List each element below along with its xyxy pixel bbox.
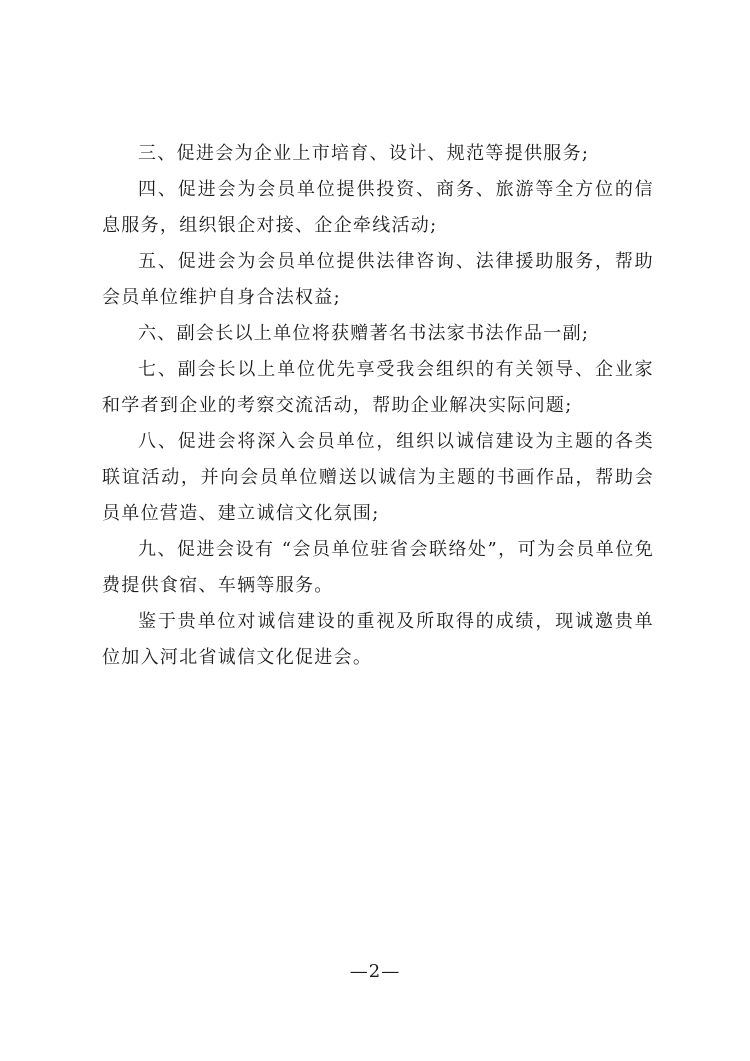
closing-paragraph: 鉴于贵单位对诚信建设的重视及所取得的成绩，现诚邀贵单位加入河北省诚信文化促进会。 — [102, 611, 654, 668]
document-body — [102, 136, 654, 676]
paragraph-item-7: 七、副会长以上单位优先享受我会组织的有关领导、企业家和学者到企业的考察交流活动，帮助企业解决实际问题; — [102, 359, 654, 416]
paragraph-item-4: 四、促进会为会员单位提供投资、商务、旅游等全方位的信息服务，组织银企对接、企企牵线活动; — [102, 179, 654, 236]
paragraph-item-8: 八、促进会将深入会员单位，组织以诚信建设为主题的各类联谊活动，并向会员单位赠送以诚信为主题的书画作品，帮助会员单位营造、建立诚信文化氛围; — [102, 431, 654, 524]
paragraph-item-3: 三、促进会为企业上市培育、设计、规范等提供服务; — [138, 143, 590, 164]
paragraph-item-5: 五、促进会为会员单位提供法律咨询、法律援助服务，帮助会员单位维护自身合法权益; — [102, 251, 654, 308]
paragraph-item-6: 六、副会长以上单位将获赠著名书法家书法作品一副; — [138, 323, 590, 344]
paragraph-item-9: 九、促进会设有 “会员单位驻省会联络处”，可为会员单位免费提供食宿、车辆等服务。 — [102, 539, 654, 596]
page-number: —2— — [349, 961, 401, 982]
